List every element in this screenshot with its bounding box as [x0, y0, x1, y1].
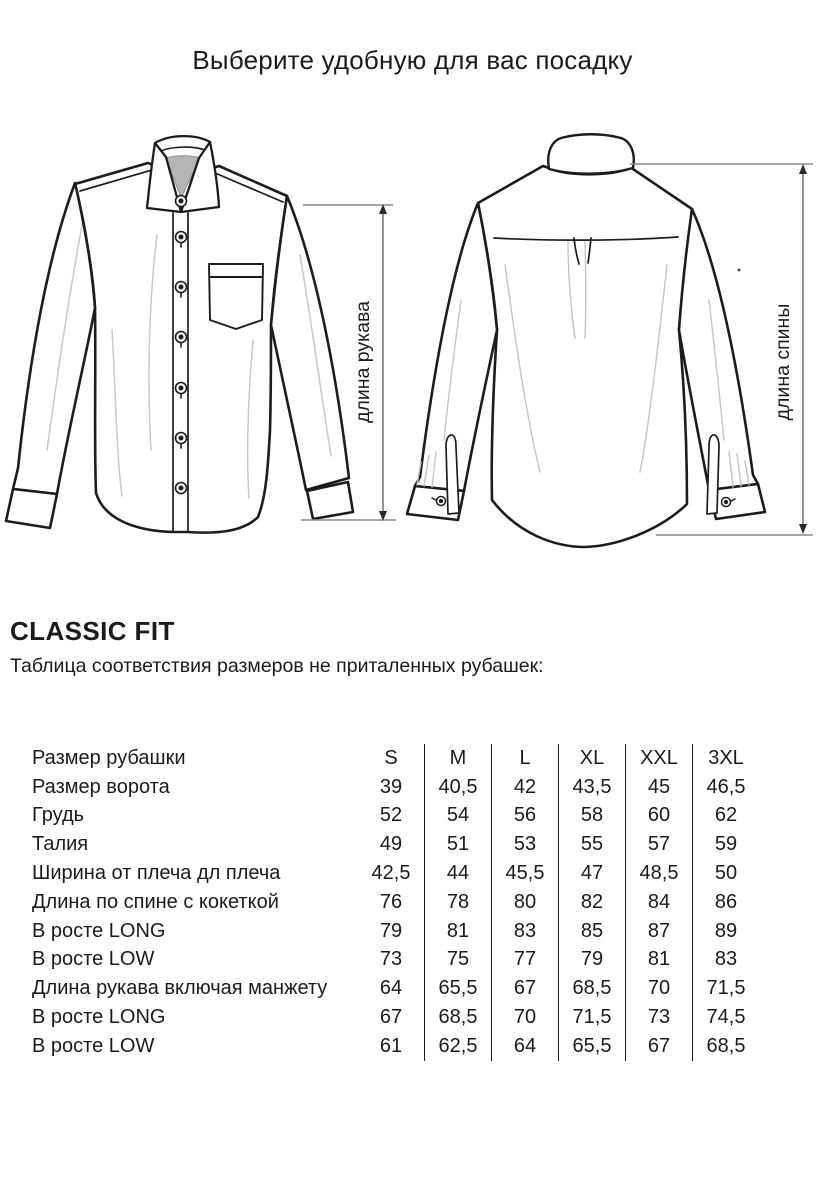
size-column-header: XL [559, 744, 626, 773]
table-row [30, 830, 759, 859]
size-value: 71,5 [559, 1003, 626, 1032]
row-label: Размер ворота [32, 775, 170, 798]
table-row [30, 859, 759, 888]
size-column-header: 3XL [693, 744, 760, 773]
table-row [30, 888, 759, 917]
size-value: 89 [693, 917, 760, 946]
table-row [30, 1032, 759, 1061]
size-value: 83 [492, 917, 559, 946]
back-length-label: длина спины [772, 303, 794, 421]
table-row [30, 802, 759, 831]
size-value: 70 [492, 1003, 559, 1032]
size-value: 59 [693, 830, 760, 859]
size-value: 87 [626, 917, 693, 946]
row-label: В росте LOW [32, 948, 155, 971]
size-value: 71,5 [693, 974, 760, 1003]
size-column-header: XXL [626, 744, 693, 773]
size-value: 75 [425, 946, 492, 975]
size-value: 76 [379, 890, 403, 913]
size-value: 73 [379, 948, 403, 971]
row-label: Длина рукава включая манжету [32, 977, 328, 1000]
size-column-header: L [492, 744, 559, 773]
size-value: 78 [425, 888, 492, 917]
size-value: 55 [559, 830, 626, 859]
front-left-cuff [6, 489, 57, 528]
size-value: 77 [492, 946, 559, 975]
size-value: 47 [559, 859, 626, 888]
table-row [30, 946, 759, 975]
size-value: 58 [559, 802, 626, 831]
size-table [30, 744, 759, 1061]
front-right-sleeve [271, 196, 349, 490]
stray-dot [738, 269, 741, 272]
front-left-sleeve [13, 183, 95, 494]
size-value: 68,5 [693, 1032, 760, 1061]
size-value: 60 [626, 802, 693, 831]
size-value: 80 [492, 888, 559, 917]
size-value: 85 [559, 917, 626, 946]
size-value: 65,5 [559, 1032, 626, 1061]
size-value: 86 [693, 888, 760, 917]
table-row [30, 773, 759, 802]
table-caption: Таблица соответствия размеров не приталенных рубашек: [10, 655, 544, 677]
page-title: Выберите удобную для вас посадку [192, 45, 633, 75]
size-value: 62 [693, 802, 760, 831]
front-body [75, 163, 287, 533]
size-value: 82 [559, 888, 626, 917]
size-value: 56 [492, 802, 559, 831]
size-value: 62,5 [425, 1032, 492, 1061]
size-value: 64 [379, 977, 403, 1000]
table-row [30, 1003, 759, 1032]
size-value: 74,5 [693, 1003, 760, 1032]
size-value: 43,5 [559, 773, 626, 802]
size-value: 79 [559, 946, 626, 975]
row-label: Талия [32, 833, 89, 856]
size-value: 68,5 [559, 974, 626, 1003]
row-label: В росте LONG [32, 919, 166, 942]
table-row [30, 744, 759, 773]
size-value: 49 [379, 833, 403, 856]
row-label: Ширина от плеча дл плеча [32, 862, 281, 885]
back-collar [548, 134, 634, 174]
size-value: 83 [693, 946, 760, 975]
size-column-header: S [384, 746, 398, 769]
size-value: 50 [693, 859, 760, 888]
size-value: 67 [492, 974, 559, 1003]
size-value: 46,5 [693, 773, 760, 802]
row-label: Длина по спине с кокеткой [32, 890, 279, 913]
row-label: В росте LONG [32, 1006, 166, 1029]
size-value: 42 [492, 773, 559, 802]
fit-heading: CLASSIC FIT [10, 616, 175, 646]
size-value: 64 [492, 1032, 559, 1061]
size-value: 81 [425, 917, 492, 946]
size-value: 39 [379, 775, 403, 798]
size-value: 67 [379, 1006, 403, 1029]
size-column-header: M [425, 744, 492, 773]
front-pocket [209, 264, 263, 329]
size-value: 54 [425, 802, 492, 831]
size-value: 61 [379, 1034, 403, 1057]
back-body [478, 166, 692, 547]
size-value: 57 [626, 830, 693, 859]
row-label: Размер рубашки [32, 746, 186, 769]
size-value: 84 [626, 888, 693, 917]
back-right-sleeve-placket [707, 435, 719, 514]
size-value: 48,5 [626, 859, 693, 888]
size-value: 52 [379, 804, 403, 827]
size-value: 44 [425, 859, 492, 888]
size-value: 65,5 [425, 974, 492, 1003]
size-value: 70 [626, 974, 693, 1003]
shirt-front-drawing [6, 136, 353, 533]
row-label: Грудь [32, 804, 85, 827]
table-row [30, 917, 759, 946]
size-table-body [30, 744, 759, 1061]
size-value: 73 [626, 1003, 693, 1032]
size-value: 40,5 [425, 773, 492, 802]
size-value: 79 [379, 919, 403, 942]
table-row [30, 974, 759, 1003]
size-value: 68,5 [425, 1003, 492, 1032]
size-value: 45,5 [492, 859, 559, 888]
size-value: 67 [626, 1032, 693, 1061]
row-label: В росте LOW [32, 1034, 155, 1057]
size-value: 81 [626, 946, 693, 975]
shirt-back-drawing [407, 134, 765, 547]
size-value: 53 [492, 830, 559, 859]
size-value: 45 [626, 773, 693, 802]
size-value: 42,5 [371, 862, 411, 885]
sleeve-length-label: длина рукава [352, 301, 374, 423]
size-value: 51 [425, 830, 492, 859]
